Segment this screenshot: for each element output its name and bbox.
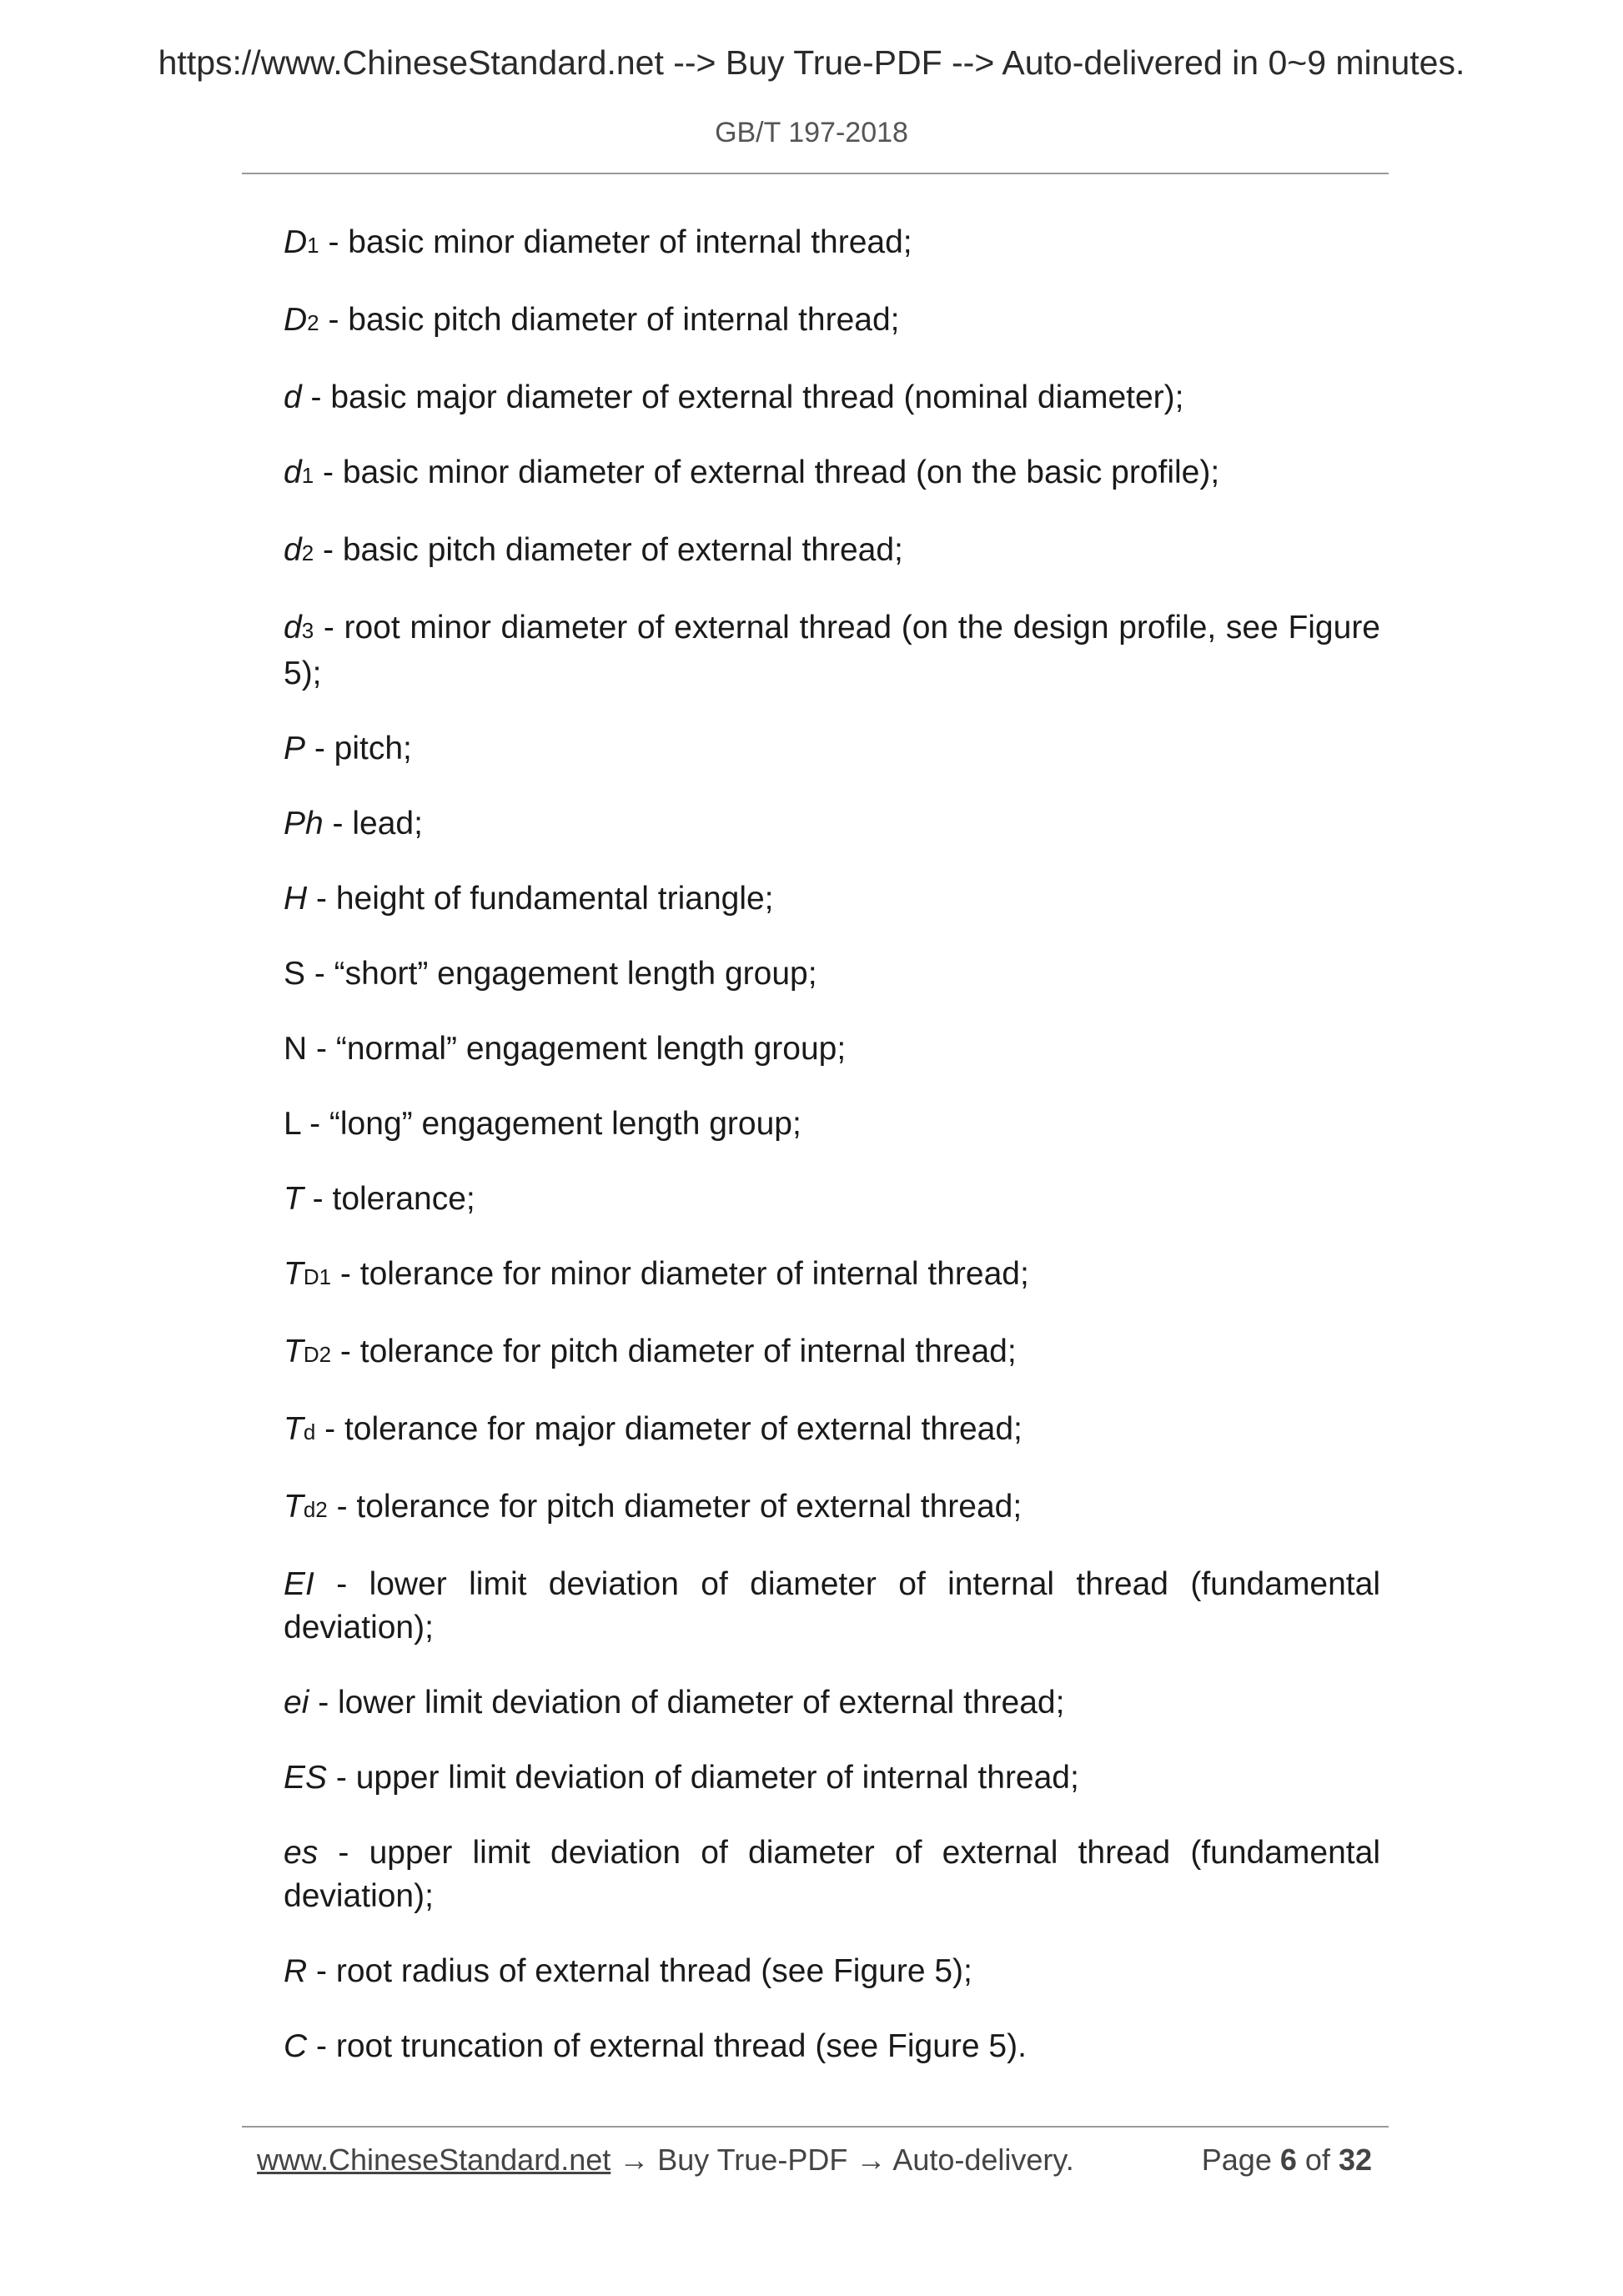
page-footer — [242, 2126, 1389, 2184]
definition-text: - root truncation of external thread (see Figure 5). — [307, 2028, 1027, 2064]
symbol-definition-list — [284, 221, 1380, 2068]
definition-symbol: T — [284, 1334, 304, 1369]
definition-item — [284, 606, 1380, 696]
definition-subscript: D2 — [303, 1342, 332, 1367]
definition-symbol: es — [284, 1835, 319, 1871]
footer-site-link[interactable]: www.ChineseStandard.net — [257, 2143, 611, 2177]
definition-symbol: d — [284, 532, 302, 568]
definition-text: - pitch; — [305, 731, 412, 766]
definition-text: - lead; — [323, 806, 423, 842]
definition-subscript: 2 — [301, 540, 314, 565]
definition-symbol: D — [284, 224, 308, 260]
definition-item — [284, 376, 1380, 420]
definition-subscript: 1 — [307, 233, 319, 258]
definition-symbol: N — [284, 1031, 308, 1067]
definition-symbol: S — [284, 956, 306, 992]
definition-item — [284, 1253, 1380, 1299]
definition-symbol: T — [284, 1256, 304, 1292]
definition-item — [284, 299, 1380, 344]
definition-subscript: 1 — [301, 463, 314, 488]
definition-symbol: P — [284, 731, 306, 766]
of-label: of — [1304, 2143, 1330, 2177]
definition-item — [284, 2025, 1380, 2068]
definition-text: - root radius of external thread (see Figure 5); — [307, 1953, 972, 1989]
definition-item — [284, 221, 1380, 267]
definition-item — [284, 1485, 1380, 1531]
definition-text: - basic minor diameter of internal thread; — [319, 224, 912, 260]
definition-item — [284, 1756, 1380, 1800]
definition-subscript: 2 — [307, 310, 319, 335]
definition-symbol: ES — [284, 1760, 328, 1796]
definition-item — [284, 1103, 1380, 1146]
definition-text: - “long” engagement length group; — [300, 1106, 801, 1142]
top-banner: https://www.ChineseStandard.net --> Buy True-PDF --> Auto-delivered in 0~9 minutes. — [158, 43, 1465, 82]
definition-text: - upper limit deviation of diameter of external thread (fundamental deviation); — [284, 1835, 1380, 1914]
definition-symbol: d — [284, 379, 302, 415]
total-pages: 32 — [1338, 2143, 1372, 2177]
page-indicator — [1202, 2143, 1372, 2178]
definition-item — [284, 1563, 1380, 1650]
definition-text: - basic minor diameter of external thread (on the basic profile); — [314, 455, 1220, 490]
definition-item — [284, 1950, 1380, 1993]
header-divider — [242, 173, 1389, 174]
footer-tagline: → Buy True-PDF → Auto-delivery. — [611, 2143, 1074, 2177]
definition-subscript: 3 — [301, 618, 314, 643]
definition-symbol: D — [284, 302, 308, 338]
definition-symbol: d — [284, 610, 302, 646]
definition-item — [284, 1027, 1380, 1071]
definition-item — [284, 1178, 1380, 1221]
definition-text: - tolerance for minor diameter of internal thread; — [331, 1256, 1029, 1292]
definition-text: - height of fundamental triangle; — [307, 881, 774, 917]
definition-subscript: d — [303, 1419, 316, 1444]
definition-text: - tolerance for pitch diameter of internal thread; — [331, 1334, 1017, 1369]
definition-text: - tolerance for major diameter of external thread; — [315, 1411, 1023, 1447]
definition-symbol: L — [284, 1106, 301, 1142]
definition-text: - upper limit deviation of diameter of internal thread; — [327, 1760, 1079, 1796]
standard-code: GB/T 197-2018 — [715, 117, 908, 148]
definition-symbol: d — [284, 455, 302, 490]
definition-item — [284, 802, 1380, 846]
definition-symbol: EI — [284, 1566, 314, 1602]
definition-subscript: d2 — [303, 1497, 328, 1522]
definition-item — [284, 877, 1380, 921]
definition-symbol: ei — [284, 1685, 309, 1721]
definition-text: - basic pitch diameter of internal thread; — [319, 302, 900, 338]
definition-item — [284, 1681, 1380, 1725]
definition-item — [284, 451, 1380, 497]
definition-text: - lower limit deviation of diameter of external thread; — [309, 1685, 1065, 1721]
definition-text: - tolerance for pitch diameter of external thread; — [327, 1489, 1023, 1525]
definition-symbol: T — [284, 1181, 304, 1217]
definition-symbol: R — [284, 1953, 308, 1989]
definition-symbol: T — [284, 1489, 304, 1525]
footer-promo — [257, 2143, 1074, 2178]
definition-text: - tolerance; — [303, 1181, 475, 1217]
definition-item — [284, 727, 1380, 771]
definition-text: - root minor diameter of external thread (on the design profile, see Figure 5); — [284, 610, 1380, 691]
definition-item — [284, 1831, 1380, 1918]
definition-item — [284, 1330, 1380, 1376]
definition-text: - “short” engagement length group; — [305, 956, 817, 992]
definition-text: - basic major diameter of external thread (nominal diameter); — [301, 379, 1184, 415]
definition-symbol: T — [284, 1411, 304, 1447]
definition-subscript: D1 — [303, 1264, 332, 1289]
page-number: 6 — [1279, 2143, 1297, 2177]
definition-item — [284, 529, 1380, 575]
definition-item — [284, 952, 1380, 996]
definition-symbol: C — [284, 2028, 308, 2064]
definition-text: - “normal” engagement length group; — [307, 1031, 847, 1067]
definition-text: - basic pitch diameter of external thread; — [314, 532, 903, 568]
definition-text: - lower limit deviation of diameter of internal thread (fundamental deviation); — [284, 1566, 1380, 1645]
page-label: Page — [1201, 2143, 1272, 2177]
definition-symbol: Ph — [284, 806, 324, 842]
definition-symbol: H — [284, 881, 308, 917]
definition-item — [284, 1408, 1380, 1454]
